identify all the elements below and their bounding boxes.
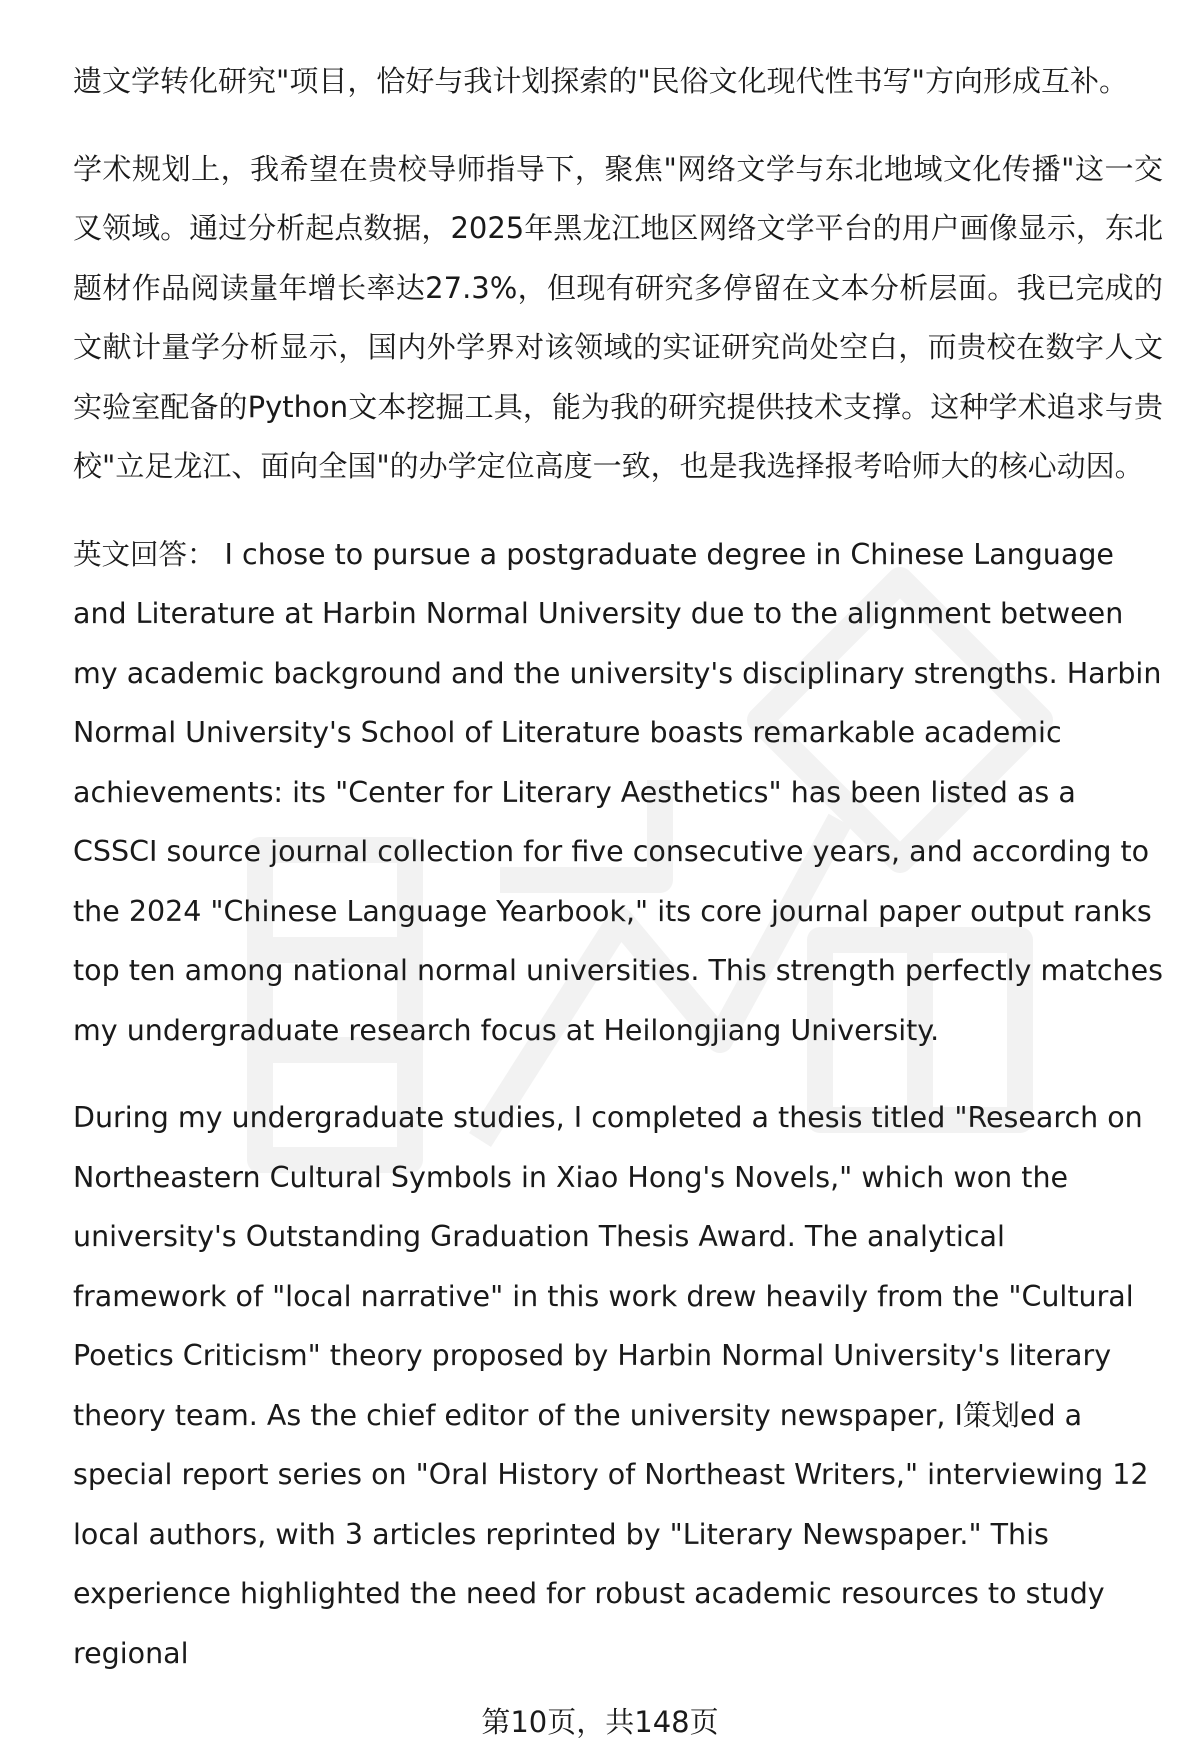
document-body xyxy=(73,52,1163,1711)
page-number-footer: 第10页，共148页 xyxy=(481,1705,719,1739)
paragraph-1: 遗文学转化研究"项目，恰好与我计划探索的"民俗文化现代性书写"方向形成互补。 xyxy=(73,64,1129,98)
paragraph-2: 学术规划上，我希望在贵校导师指导下，聚焦"网络文学与东北地域文化传播"这一交叉领域。通过分析起点数据，2025年黑龙江地区网络文学平台的用户画像显示，东北题材作品阅读量年增长率达27.3%，但现有研究多停留在文本分析层面。我已完成的文献计量学分析显示，国内外学界对该领域的实证研究尚处空白，而贵校在数字人文实验室配备的Python文本挖掘工具，能为我的研究提供技术支撑。这种学术追求与贵校"立足龙江、面向全国"的办学定位高度一致，也是我选择报考哈师大的核心动因。 xyxy=(73,151,1163,483)
paragraph-3: 英文回答： I chose to pursue a postgraduate degree in Chinese Language and Literature at Harbin Normal University due to the alignment between my academic background and the university's disciplinary strengths. Harbin Normal University's School of Literature boasts remarkable academic achievements: its "Center for Literary Aesthetics" has been listed as a CSSCI source journal collection for five consecutive years, and according to the 2024 "Chinese Language Yearbook," its core journal paper output ranks top ten among national normal universities. This strength perfectly matches my undergraduate research focus at Heilongjiang University. xyxy=(73,537,1163,1047)
paragraph-4: During my undergraduate studies, I completed a thesis titled "Research on Northeastern Cultural Symbols in Xiao Hong's Novels," which won the university's Outstanding Graduation Thesis Award. The analytical framework of "local narrative" in this work drew heavily from the "Cultural Poetics Criticism" theory proposed by Harbin Normal University's literary theory team. As the chief editor of the university newspaper, I策划ed a special report series on "Oral History of Northeast Writers," interviewing 12 local authors, with 3 articles reprinted by "Literary Newspaper." This experience highlighted the need for robust academic resources to study regional xyxy=(73,1101,1149,1670)
